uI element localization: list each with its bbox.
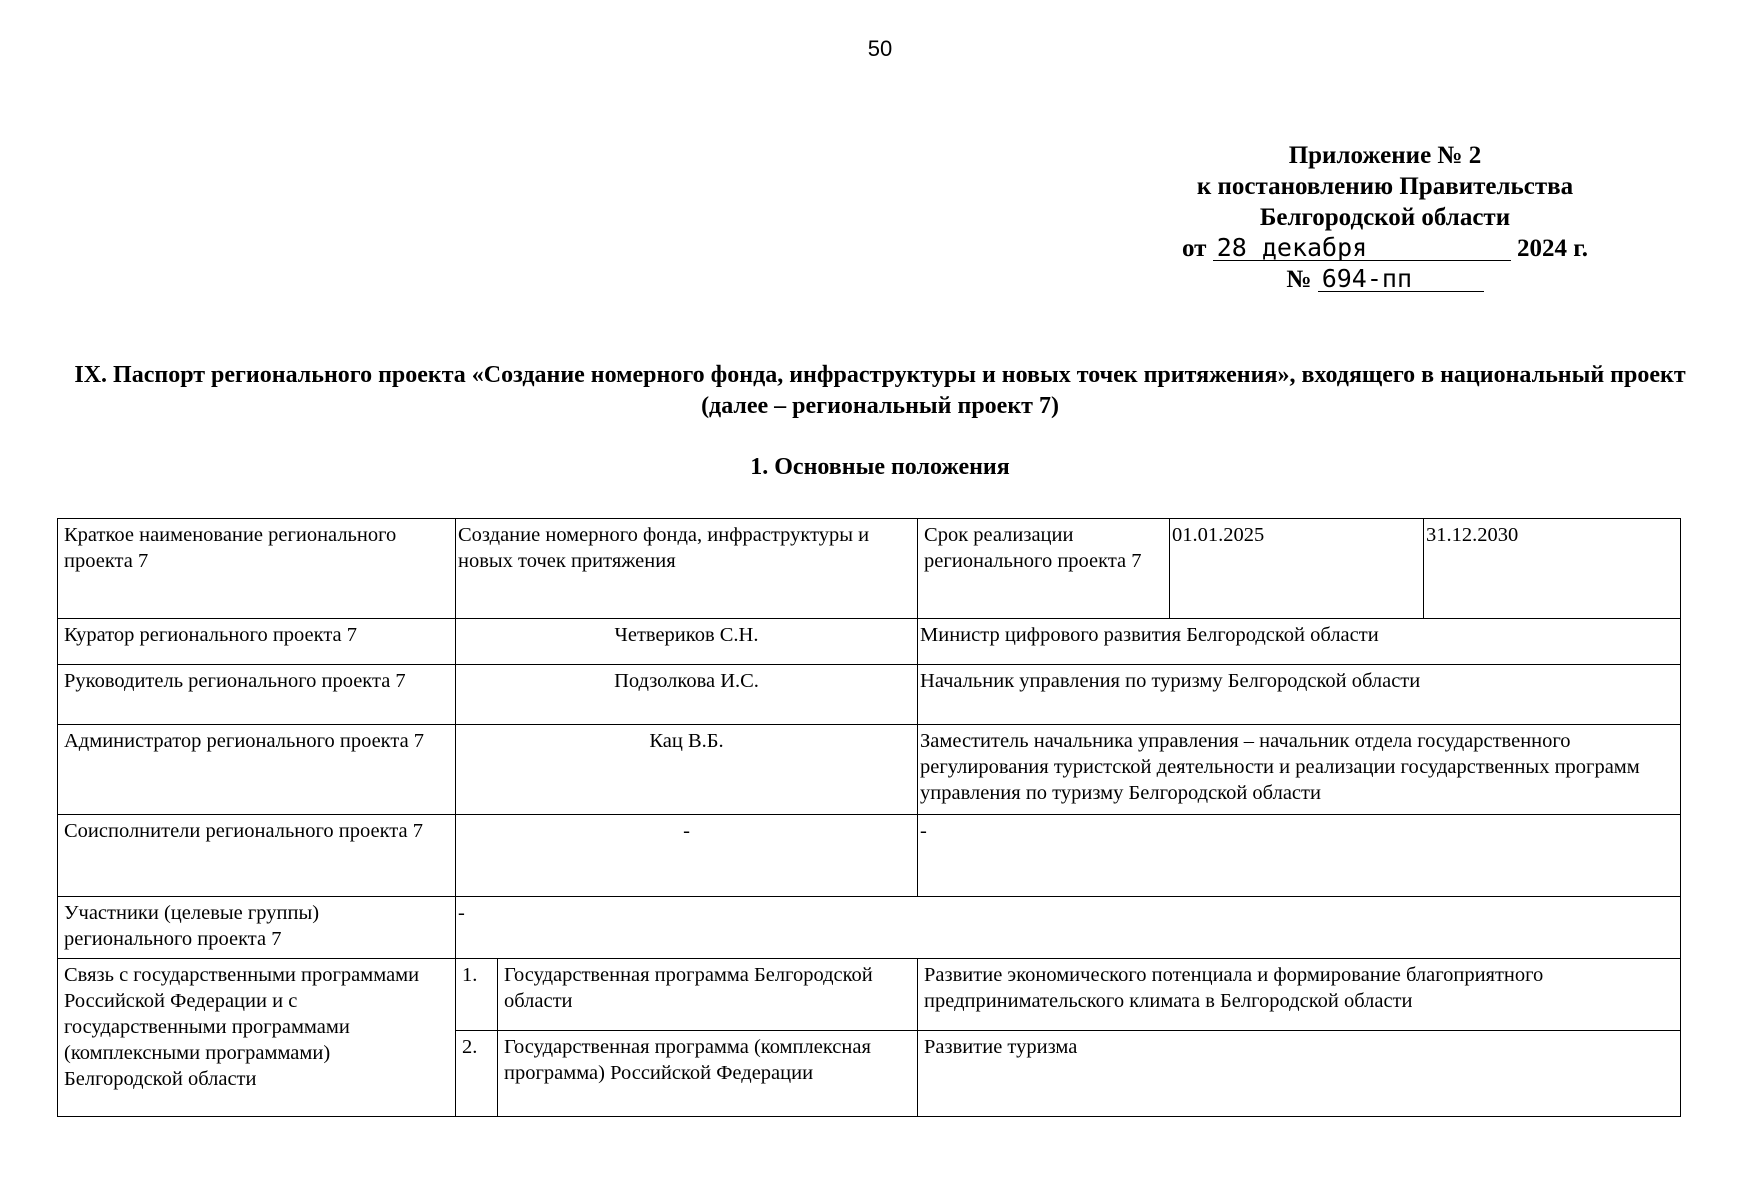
link-program-name: Развитие экономического потенциала и формирование благоприятного предпринимательского климата в Белгородской области xyxy=(918,959,1681,1031)
appendix-number-line xyxy=(1150,264,1620,295)
date-prefix: от xyxy=(1182,235,1207,262)
appendix-line-3: Белгородской области xyxy=(1259,204,1511,231)
curator-name: Четвериков С.Н. xyxy=(456,619,918,665)
curator-position: Министр цифрового развития Белгородской области xyxy=(918,619,1681,665)
passport-table xyxy=(57,518,1681,1117)
section-title: 1. Основные положения xyxy=(750,454,1010,480)
period-end: 31.12.2030 xyxy=(1424,519,1681,619)
appendix-header xyxy=(1150,140,1620,295)
admin-label: Администратор регионального проекта 7 xyxy=(58,725,456,815)
number-value: 694-пп xyxy=(1318,266,1484,292)
date-year: 2024 г. xyxy=(1516,235,1588,262)
appendix-line-2: к постановлению Правительства xyxy=(1196,173,1574,200)
period-label: Срок реализации регионального проекта 7 xyxy=(918,519,1170,619)
participants-value: - xyxy=(456,897,1681,959)
coexec-position: - xyxy=(918,815,1681,897)
link-program: Государственная программа (комплексная программа) Российской Федерации xyxy=(498,1031,918,1117)
curator-label: Куратор регионального проекта 7 xyxy=(58,619,456,665)
date-value: 28 декабря xyxy=(1213,235,1511,261)
head-name: Подзолкова И.С. xyxy=(456,665,918,725)
admin-position: Заместитель начальника управления – начальник отдела государственного регулирования туристской деятельности и реализации государственных программ управления по туризму Белгородской области xyxy=(918,725,1681,815)
short-name-label: Краткое наименование регионального проекта 7 xyxy=(58,519,456,619)
head-position: Начальник управления по туризму Белгородской области xyxy=(918,665,1681,725)
appendix-line-1: Приложение № 2 xyxy=(1288,142,1482,169)
table-row xyxy=(58,619,1681,665)
table-row xyxy=(58,815,1681,897)
links-label: Связь с государственными программами Российской Федерации и с государственными программами (комплексными программами) Белгородской области xyxy=(58,959,456,1117)
document-title: IX. Паспорт регионального проекта «Создание номерного фонда, инфраструктуры и новых точек притяжения», входящего в национальный проект (далее – региональный проект 7) xyxy=(74,362,1686,419)
coexec-name: - xyxy=(456,815,918,897)
link-program: Государственная программа Белгородской области xyxy=(498,959,918,1031)
link-number: 2. xyxy=(456,1031,498,1117)
number-prefix: № xyxy=(1286,266,1312,293)
page-number: 50 xyxy=(867,36,893,61)
participants-label: Участники (целевые группы) регионального проекта 7 xyxy=(58,897,456,959)
link-number: 1. xyxy=(456,959,498,1031)
appendix-date-line xyxy=(1150,233,1620,264)
coexec-label: Соисполнители регионального проекта 7 xyxy=(58,815,456,897)
link-program-name: Развитие туризма xyxy=(918,1031,1681,1117)
table-row xyxy=(58,897,1681,959)
table-row xyxy=(58,519,1681,619)
period-start: 01.01.2025 xyxy=(1170,519,1424,619)
table-row xyxy=(58,725,1681,815)
table-row xyxy=(58,959,1681,1031)
table-row xyxy=(58,665,1681,725)
admin-name: Кац В.Б. xyxy=(456,725,918,815)
head-label: Руководитель регионального проекта 7 xyxy=(58,665,456,725)
short-name-value: Создание номерного фонда, инфраструктуры и новых точек притяжения xyxy=(456,519,918,619)
